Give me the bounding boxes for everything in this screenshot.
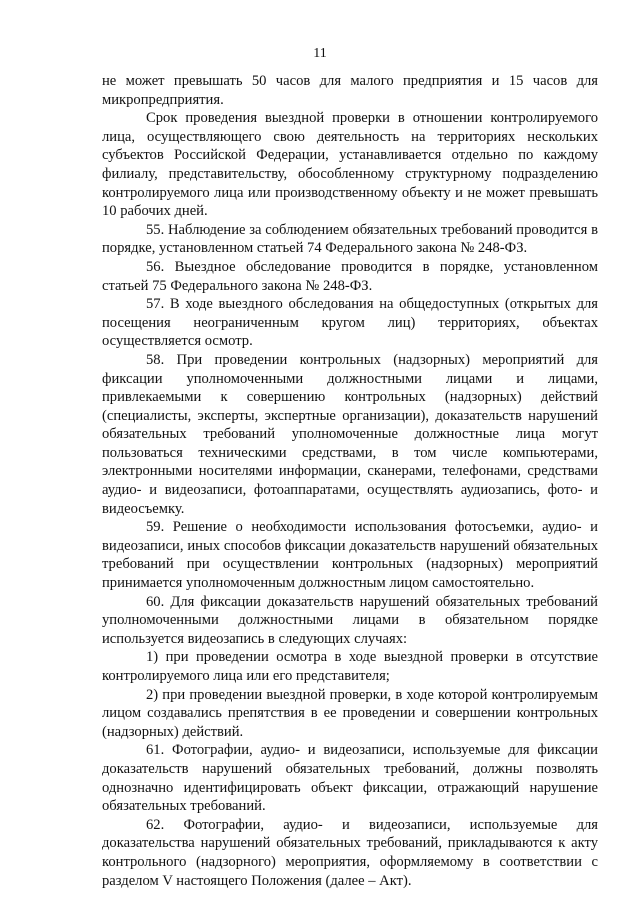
- page-number: 11: [313, 46, 327, 61]
- paragraph-62: 62. Фотографии, аудио- и видеозаписи, используемые для доказательства нарушений обязательных требований, прикладываются к акту контрольного (надзорного) мероприятия, оформляемому в соответствии с разделом V настоящего Положения (далее – Акт).: [102, 816, 598, 889]
- list-item-1: 1) при проведении осмотра в ходе выездной проверки в отсутствие контролируемого лица или его представителя;: [102, 649, 598, 684]
- paragraph-58: 58. При проведении контрольных (надзорных) мероприятий для фиксации уполномоченными должностными лицами и лицами, привлекаемыми к совершению контрольных (надзорных) действий (специалисты, эксперты, экспертные организации), доказательств нарушений обязательных требований уполномоченные должностные лица могут пользоваться техническими средствами, в том числе компьютерами, электронными носителями информации, сканерами, телефонами, средствами аудио- и видеозаписи, фотоаппаратами, осуществлять аудиозапись, фото- и видеосъемку.: [102, 351, 598, 517]
- paragraph-61: 61. Фотографии, аудио- и видеозаписи, используемые для фиксации доказательств нарушений обязательных требований, должны позволять однозначно идентифицировать объект фиксации, отражающий нарушение обязательных требований.: [102, 742, 598, 815]
- paragraph-57: 57. В ходе выездного обследования на общедоступных (открытых для посещения неограниченным кругом лиц) территориях, объектах осуществляется осмотр.: [102, 296, 598, 350]
- document-body: [102, 72, 598, 890]
- paragraph-60: 60. Для фиксации доказательств нарушений обязательных требований уполномоченными должностными лицами в обязательном порядке используется видеозапись в следующих случаях:: [102, 593, 598, 647]
- list-item-2: 2) при проведении выездной проверки, в ходе которой контролируемым лицом создавались препятствия в ее проведении и совершении контрольных (надзорных) действий.: [102, 686, 598, 740]
- paragraph-56: 56. Выездное обследование проводится в порядке, установленном статьей 75 Федерального закона № 248-ФЗ.: [102, 258, 598, 294]
- paragraph-59: 59. Решение о необходимости использования фотосъемки, аудио- и видеозаписи, иных способов фиксации доказательств нарушений обязательных требований при осуществлении контрольных (надзорных) мероприятий принимается уполномоченным должностным лицом самостоятельно.: [102, 519, 598, 592]
- paragraph-inspection-term: Срок проведения выездной проверки в отношении контролируемого лица, осуществляющего свою деятельность на территориях нескольких субъектов Российской Федерации, устанавливается отдельно по каждому филиалу, представительству, обособленному структурному подразделению контролируемого лица или производственному объекту и не может превышать 10 рабочих дней.: [102, 110, 598, 220]
- paragraph-55: 55. Наблюдение за соблюдением обязательных требований проводится в порядке, установленном статьей 74 Федерального закона № 248-ФЗ.: [102, 221, 598, 257]
- paragraph-continuation: не может превышать 50 часов для малого предприятия и 15 часов для микропредприятия.: [102, 73, 598, 108]
